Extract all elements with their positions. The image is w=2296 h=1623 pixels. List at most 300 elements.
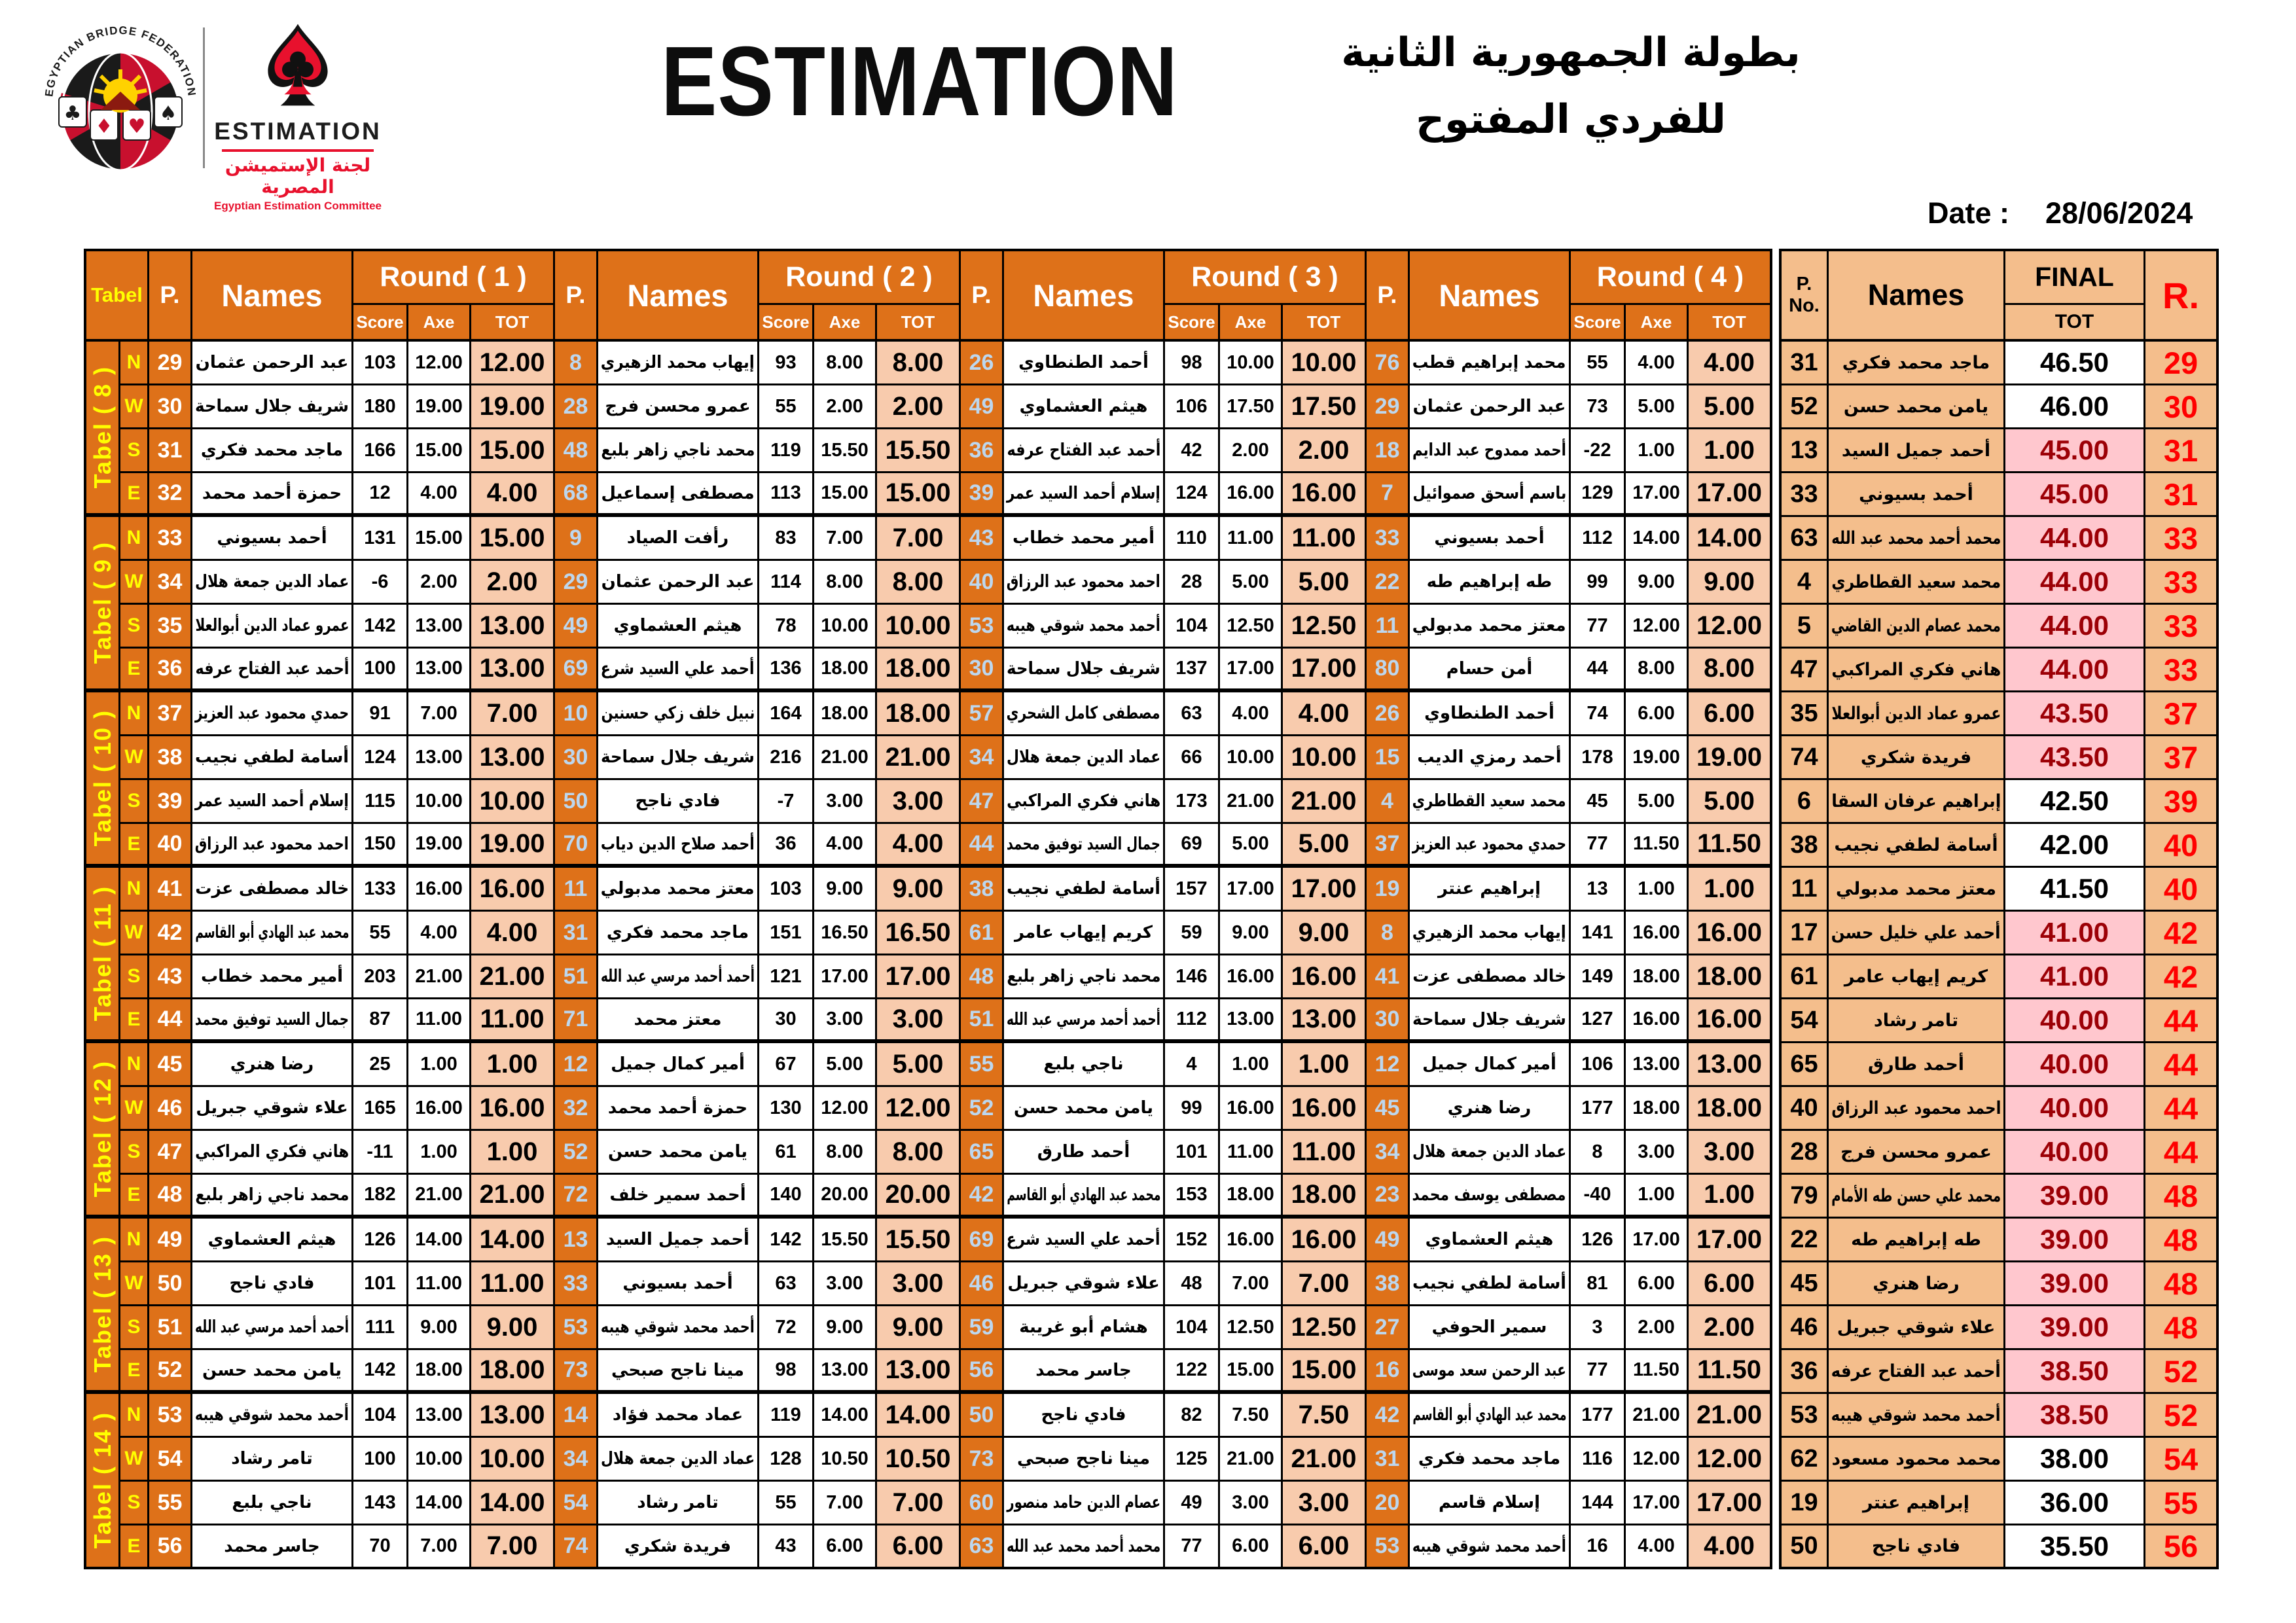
r3-total: 2.00: [1283, 429, 1367, 473]
player-number: 44: [149, 999, 192, 1043]
final-rank: 40: [2145, 868, 2219, 912]
r1-score: 25: [353, 1043, 408, 1087]
r3-player-number: 53: [961, 605, 1004, 649]
round3-header: Round ( 3 ): [1165, 249, 1367, 305]
seat-label: S: [120, 955, 149, 999]
r2-total: 18.00: [877, 692, 961, 736]
r1-axe: 14.00: [408, 1482, 471, 1525]
final-player-number: 13: [1779, 429, 1829, 473]
r3-player-number: 56: [961, 1350, 1004, 1394]
final-player-number: 62: [1779, 1438, 1829, 1482]
r3-player-name: عصام الدين حامد منصور: [1004, 1482, 1165, 1525]
r1-total: 15.00: [471, 517, 555, 561]
r4-player-number: 42: [1367, 1394, 1410, 1438]
final-total: 41.00: [2005, 955, 2145, 999]
r2-total: 12.00: [877, 1087, 961, 1131]
r2-axe: 7.00: [814, 517, 877, 561]
player-number: 53: [149, 1394, 192, 1438]
final-rank: 42: [2145, 955, 2219, 999]
r2-player-name: معتز محمد: [598, 999, 759, 1043]
r4-player-name: مصطفى يوسف محمد: [1410, 1175, 1571, 1219]
r2-total: 6.00: [877, 1525, 961, 1569]
r4-score: 177: [1571, 1394, 1626, 1438]
r3-player-name: أحمد الطنطاوي: [1004, 342, 1165, 385]
r3-axe: 12.50: [1220, 605, 1283, 649]
ebf-globe-icon: [59, 52, 182, 170]
r4-player-name: أمير كمال جميل: [1410, 1043, 1571, 1087]
r2-total: 10.00: [877, 605, 961, 649]
r1-total: 4.00: [471, 473, 555, 517]
r2-player-number: 8: [555, 342, 598, 385]
r1-total: 14.00: [471, 1219, 555, 1262]
final-rank: 39: [2145, 780, 2219, 824]
final-total: 44.00: [2005, 649, 2145, 692]
final-player-name: إبراهيم عرفان السقا: [1829, 780, 2005, 824]
r2-total: 7.00: [877, 1482, 961, 1525]
r1-score: 203: [353, 955, 408, 999]
r2-player-name: هيثم العشماوي: [598, 605, 759, 649]
r1-score: 124: [353, 736, 408, 780]
r4-score: -40: [1571, 1175, 1626, 1219]
r4-player-name: عبد الرحمن عثمان: [1410, 385, 1571, 429]
r4-total: 1.00: [1689, 1175, 1772, 1219]
r3-player-name: علاء شوقي جبريل: [1004, 1262, 1165, 1306]
r2-player-name: عبد الرحمن عثمان: [598, 561, 759, 605]
r2-player-number: 69: [555, 649, 598, 692]
r1-score: 165: [353, 1087, 408, 1131]
r3-player-name: أحمد محمد شوقي هيبه: [1004, 605, 1165, 649]
r2-player-number: 29: [555, 561, 598, 605]
r4-player-number: 20: [1367, 1482, 1410, 1525]
r1-axe: 15.00: [408, 517, 471, 561]
final-total: 44.00: [2005, 517, 2145, 561]
r3-player-number: 60: [961, 1482, 1004, 1525]
final-total: 42.50: [2005, 780, 2145, 824]
r4-axe: 11.50: [1626, 824, 1689, 868]
final-player-name: محمد محمود مسعود: [1829, 1438, 2005, 1482]
table-group-label: Tabel ( 8 ): [84, 342, 120, 517]
final-player-number: 52: [1779, 385, 1829, 429]
r2-score: 36: [759, 824, 814, 868]
seat-label: N: [120, 692, 149, 736]
r2-score: 55: [759, 1482, 814, 1525]
r4-player-number: 15: [1367, 736, 1410, 780]
r4-score: 13: [1571, 868, 1626, 912]
r1-total: 13.00: [471, 605, 555, 649]
table-group-label: Tabel ( 13 ): [84, 1219, 120, 1394]
r4-names-header: Names: [1410, 249, 1571, 342]
player-name: أحمد بسيوني: [192, 517, 353, 561]
r3-player-number: 42: [961, 1175, 1004, 1219]
player-number: 39: [149, 780, 192, 824]
r2-score: 130: [759, 1087, 814, 1131]
r2-player-name: أحمد جميل السيد: [598, 1219, 759, 1262]
r3-score: 104: [1165, 1306, 1220, 1350]
committee-rule: [222, 149, 374, 152]
r3-player-number: 38: [961, 868, 1004, 912]
r1-total: 2.00: [471, 561, 555, 605]
player-name: خالد مصطفى عزت: [192, 868, 353, 912]
r4-score: 73: [1571, 385, 1626, 429]
r3-total: 12.50: [1283, 1306, 1367, 1350]
r2-player-name: مصطفى إسماعيل: [598, 473, 759, 517]
r1-total: 7.00: [471, 1525, 555, 1569]
r2-score: 55: [759, 385, 814, 429]
final-rank: 33: [2145, 561, 2219, 605]
r1-score: 100: [353, 1438, 408, 1482]
r4-total: 18.00: [1689, 955, 1772, 999]
final-total: 38.00: [2005, 1438, 2145, 1482]
r2-p-header: P.: [555, 249, 598, 342]
r4-total: 17.00: [1689, 1482, 1772, 1525]
final-total: 42.00: [2005, 824, 2145, 868]
r4-player-number: 33: [1367, 517, 1410, 561]
r3-total: 21.00: [1283, 1438, 1367, 1482]
final-player-number: 28: [1779, 1131, 1829, 1175]
r2-total: 20.00: [877, 1175, 961, 1219]
player-number: 41: [149, 868, 192, 912]
r4-axe: 17.00: [1626, 473, 1689, 517]
r4-score: -22: [1571, 429, 1626, 473]
final-total: 39.00: [2005, 1262, 2145, 1306]
r2-player-name: أحمد صلاح الدين دياب: [598, 824, 759, 868]
r3-total: 11.00: [1283, 517, 1367, 561]
final-player-number: 6: [1779, 780, 1829, 824]
r2-player-number: 68: [555, 473, 598, 517]
r4-axe: 9.00: [1626, 561, 1689, 605]
player-number: 37: [149, 692, 192, 736]
final-rank: 52: [2145, 1350, 2219, 1394]
final-player-name: رضا هنري: [1829, 1262, 2005, 1306]
r2-score: 83: [759, 517, 814, 561]
r1-total: 21.00: [471, 955, 555, 999]
r2-total: 8.00: [877, 342, 961, 385]
r2-score: 142: [759, 1219, 814, 1262]
r3-total: 17.00: [1283, 649, 1367, 692]
r3-score: 122: [1165, 1350, 1220, 1394]
r1-score: 70: [353, 1525, 408, 1569]
r4-axe: 13.00: [1626, 1043, 1689, 1087]
r4-player-number: 80: [1367, 649, 1410, 692]
r4-player-number: 11: [1367, 605, 1410, 649]
r2-player-name: شريف جلال سماحة: [598, 736, 759, 780]
r3-total: 16.00: [1283, 1087, 1367, 1131]
r3-score: 137: [1165, 649, 1220, 692]
r1-axe: 13.00: [408, 649, 471, 692]
r4-player-number: 31: [1367, 1438, 1410, 1482]
r3-axe: 17.00: [1220, 649, 1283, 692]
r3-axe: 9.00: [1220, 912, 1283, 955]
r4-player-number: 26: [1367, 692, 1410, 736]
r4-score: 74: [1571, 692, 1626, 736]
r4-score: 8: [1571, 1131, 1626, 1175]
r1-score: 133: [353, 868, 408, 912]
r3-total: 10.00: [1283, 736, 1367, 780]
r3-player-number: 55: [961, 1043, 1004, 1087]
r2-axe: 5.00: [814, 1043, 877, 1087]
r1-score: 103: [353, 342, 408, 385]
r2-total: 3.00: [877, 999, 961, 1043]
r1-total: 11.00: [471, 1262, 555, 1306]
event-title-line2: للفردي المفتوح: [1416, 96, 1726, 143]
r2-player-number: 32: [555, 1087, 598, 1131]
r1-total: 16.00: [471, 868, 555, 912]
r3-player-name: أحمد طارق: [1004, 1131, 1165, 1175]
r4-player-name: إبراهيم عنتر: [1410, 868, 1571, 912]
r4-axe: 11.50: [1626, 1350, 1689, 1394]
r2-player-name: عماد الدين جمعة هلال: [598, 1438, 759, 1482]
r1-axe: 21.00: [408, 955, 471, 999]
r3-player-name: هيثم العشماوي: [1004, 385, 1165, 429]
player-name: رضا هنري: [192, 1043, 353, 1087]
r4-axe: 17.00: [1626, 1219, 1689, 1262]
r4-axe: 2.00: [1626, 1306, 1689, 1350]
r4-total: 12.00: [1689, 1438, 1772, 1482]
r2-total: 15.50: [877, 429, 961, 473]
r3-total: 12.50: [1283, 605, 1367, 649]
r2-player-name: مينا ناجح صبحي: [598, 1350, 759, 1394]
player-name: ناجي بلبع: [192, 1482, 353, 1525]
r3-player-number: 57: [961, 692, 1004, 736]
r3-score: 152: [1165, 1219, 1220, 1262]
r3-player-name: فادي ناجح: [1004, 1394, 1165, 1438]
r2-axe: 16.50: [814, 912, 877, 955]
final-rank: 48: [2145, 1262, 2219, 1306]
r4-axe: 4.00: [1626, 342, 1689, 385]
r3-score: 49: [1165, 1482, 1220, 1525]
r1-score: 150: [353, 824, 408, 868]
seat-label: N: [120, 517, 149, 561]
final-rank: 52: [2145, 1394, 2219, 1438]
r3-player-name: عماد الدين جمعة هلال: [1004, 736, 1165, 780]
final-total: 41.50: [2005, 868, 2145, 912]
r3-axe: 11.00: [1220, 517, 1283, 561]
r2-score: 98: [759, 1350, 814, 1394]
final-total: 46.50: [2005, 342, 2145, 385]
player-name: فادي ناجح: [192, 1262, 353, 1306]
r2-score: 151: [759, 912, 814, 955]
player-name: أسامة لطفي نجيب: [192, 736, 353, 780]
r2-total: 10.50: [877, 1438, 961, 1482]
r2-score: 78: [759, 605, 814, 649]
r1-score: 111: [353, 1306, 408, 1350]
r3-score: 101: [1165, 1131, 1220, 1175]
final-rank: 44: [2145, 1087, 2219, 1131]
player-number: 51: [149, 1306, 192, 1350]
r1-total: 1.00: [471, 1043, 555, 1087]
r3-score: 4: [1165, 1043, 1220, 1087]
r2-player-name: عماد محمد فؤاد: [598, 1394, 759, 1438]
r3-player-name: محمد أحمد محمد عبد الله: [1004, 1525, 1165, 1569]
r1-score: 55: [353, 912, 408, 955]
final-player-name: علاء شوقي جبريل: [1829, 1306, 2005, 1350]
r4-player-name: ماجد محمد فكري: [1410, 1438, 1571, 1482]
final-rank: 31: [2145, 429, 2219, 473]
r2-score: 72: [759, 1306, 814, 1350]
r1-score: 166: [353, 429, 408, 473]
r3-total: 6.00: [1283, 1525, 1367, 1569]
final-total: 40.00: [2005, 999, 2145, 1043]
r1-total: 11.00: [471, 999, 555, 1043]
r2-axe: 12.00: [814, 1087, 877, 1131]
r1-total: 9.00: [471, 1306, 555, 1350]
r3-player-name: شريف جلال سماحة: [1004, 649, 1165, 692]
r4-player-name: محمد سعيد القطاطري: [1410, 780, 1571, 824]
r4-total: 16.00: [1689, 912, 1772, 955]
r1-total: 4.00: [471, 912, 555, 955]
player-name: هاني فكري المراكبي: [192, 1131, 353, 1175]
player-number: 30: [149, 385, 192, 429]
seat-label: S: [120, 1482, 149, 1525]
r3-player-name: كريم إيهاب عامر: [1004, 912, 1165, 955]
r2-axe: 7.00: [814, 1482, 877, 1525]
final-player-number: 50: [1779, 1525, 1829, 1569]
r2-axe: 13.00: [814, 1350, 877, 1394]
final-total: 45.00: [2005, 429, 2145, 473]
r2-total: 14.00: [877, 1394, 961, 1438]
r2-axe: 14.00: [814, 1394, 877, 1438]
seat-label: E: [120, 824, 149, 868]
r3-axe: 6.00: [1220, 1525, 1283, 1569]
final-player-name: محمد علي حسن طه الأمام: [1829, 1175, 2005, 1219]
r2-player-number: 28: [555, 385, 598, 429]
r4-player-number: 76: [1367, 342, 1410, 385]
seat-label: E: [120, 999, 149, 1043]
r4-player-number: 41: [1367, 955, 1410, 999]
r4-total: 4.00: [1689, 1525, 1772, 1569]
player-name: عماد الدين جمعة هلال: [192, 561, 353, 605]
r3-total: 7.00: [1283, 1262, 1367, 1306]
r2-player-name: أحمد بسيوني: [598, 1262, 759, 1306]
final-total: 40.00: [2005, 1087, 2145, 1131]
r4-player-name: رضا هنري: [1410, 1087, 1571, 1131]
seat-label: W: [120, 1262, 149, 1306]
seat-label: E: [120, 1175, 149, 1219]
r2-axe: 3.00: [814, 780, 877, 824]
r4-player-number: 29: [1367, 385, 1410, 429]
player-name: محمد عبد الهادي أبو القاسم: [192, 912, 353, 955]
seat-label: E: [120, 649, 149, 692]
r2-total: 9.00: [877, 868, 961, 912]
seat-label: S: [120, 780, 149, 824]
r4-player-number: 49: [1367, 1219, 1410, 1262]
r3-axe: 12.50: [1220, 1306, 1283, 1350]
r1-score: 142: [353, 1350, 408, 1394]
event-title-line1: بطولة الجمهورية الثانية: [1341, 29, 1801, 76]
r4-score: 77: [1571, 605, 1626, 649]
r1-axe: 10.00: [408, 780, 471, 824]
r2-score: 93: [759, 342, 814, 385]
r1-p-header: P.: [149, 249, 192, 342]
r1-axe: 2.00: [408, 561, 471, 605]
r4-player-name: محمد إبراهيم قطب: [1410, 342, 1571, 385]
seat-label: S: [120, 605, 149, 649]
r2-total: 15.00: [877, 473, 961, 517]
r4-score: 77: [1571, 824, 1626, 868]
r2-axe: 8.00: [814, 342, 877, 385]
player-number: 46: [149, 1087, 192, 1131]
r1-axe: 16.00: [408, 1087, 471, 1131]
r1-total: 16.00: [471, 1087, 555, 1131]
r3-player-number: 48: [961, 955, 1004, 999]
r3-axe: 15.00: [1220, 1350, 1283, 1394]
r2-total: 13.00: [877, 1350, 961, 1394]
final-tot-header: TOT: [2005, 305, 2145, 342]
final-player-name: تامر رشاد: [1829, 999, 2005, 1043]
seat-label: E: [120, 1525, 149, 1569]
player-name: حمزة أحمد محمد: [192, 473, 353, 517]
r1-axe: 11.00: [408, 999, 471, 1043]
r3-player-name: أسامة لطفي نجيب: [1004, 868, 1165, 912]
player-name: إسلام أحمد السيد عمر: [192, 780, 353, 824]
r4-tot-header: TOT: [1689, 305, 1772, 342]
player-number: 42: [149, 912, 192, 955]
final-player-number: 5: [1779, 605, 1829, 649]
table-group-label: Tabel ( 12 ): [84, 1043, 120, 1219]
r4-player-number: 30: [1367, 999, 1410, 1043]
player-name: عبد الرحمن عثمان: [192, 342, 353, 385]
r4-total: 3.00: [1689, 1131, 1772, 1175]
player-number: 48: [149, 1175, 192, 1219]
r3-player-number: 40: [961, 561, 1004, 605]
r2-axe: 10.50: [814, 1438, 877, 1482]
seat-label: N: [120, 1394, 149, 1438]
r2-axe: 3.00: [814, 999, 877, 1043]
r2-total: 8.00: [877, 561, 961, 605]
r2-score: 43: [759, 1525, 814, 1569]
r4-total: 14.00: [1689, 517, 1772, 561]
final-player-number: 33: [1779, 473, 1829, 517]
r1-total: 14.00: [471, 1482, 555, 1525]
r2-player-number: 10: [555, 692, 598, 736]
r3-total: 16.00: [1283, 955, 1367, 999]
r4-axe: 16.00: [1626, 999, 1689, 1043]
r2-axe: 9.00: [814, 1306, 877, 1350]
final-player-number: 40: [1779, 1087, 1829, 1131]
r4-player-name: باسم أسحق صموائيل: [1410, 473, 1571, 517]
final-player-name: ماجد محمد فكري: [1829, 342, 2005, 385]
final-rank: 33: [2145, 517, 2219, 561]
r4-player-number: 37: [1367, 824, 1410, 868]
final-player-name: كريم إيهاب عامر: [1829, 955, 2005, 999]
r4-player-number: 38: [1367, 1262, 1410, 1306]
final-rank: 37: [2145, 692, 2219, 736]
r4-player-name: شريف جلال سماحة: [1410, 999, 1571, 1043]
r2-score: -7: [759, 780, 814, 824]
ebf-logo: [38, 12, 203, 175]
r2-player-name: أحمد محمد شوقي هيبه: [598, 1306, 759, 1350]
r2-score-header: Score: [759, 305, 814, 342]
r2-player-name: معتز محمد مدبولي: [598, 868, 759, 912]
r3-player-number: 63: [961, 1525, 1004, 1569]
r2-player-name: أحمد أحمد مرسي عبد الله: [598, 955, 759, 999]
player-name: علاء شوقي جبريل: [192, 1087, 353, 1131]
final-rank: 44: [2145, 999, 2219, 1043]
r3-player-number: 73: [961, 1438, 1004, 1482]
r2-total: 3.00: [877, 1262, 961, 1306]
r4-total: 11.50: [1689, 1350, 1772, 1394]
r2-player-number: 51: [555, 955, 598, 999]
final-player-name: عمرو عماد الدين أبوالعلا: [1829, 692, 2005, 736]
r3-score: 104: [1165, 605, 1220, 649]
r2-score: 164: [759, 692, 814, 736]
r2-axe: 4.00: [814, 824, 877, 868]
r3-score: 59: [1165, 912, 1220, 955]
committee-arabic-name: لجنة الإستميشن المصرية: [224, 154, 371, 198]
r1-axe: 21.00: [408, 1175, 471, 1219]
r2-player-name: تامر رشاد: [598, 1482, 759, 1525]
r3-axe: 10.00: [1220, 736, 1283, 780]
